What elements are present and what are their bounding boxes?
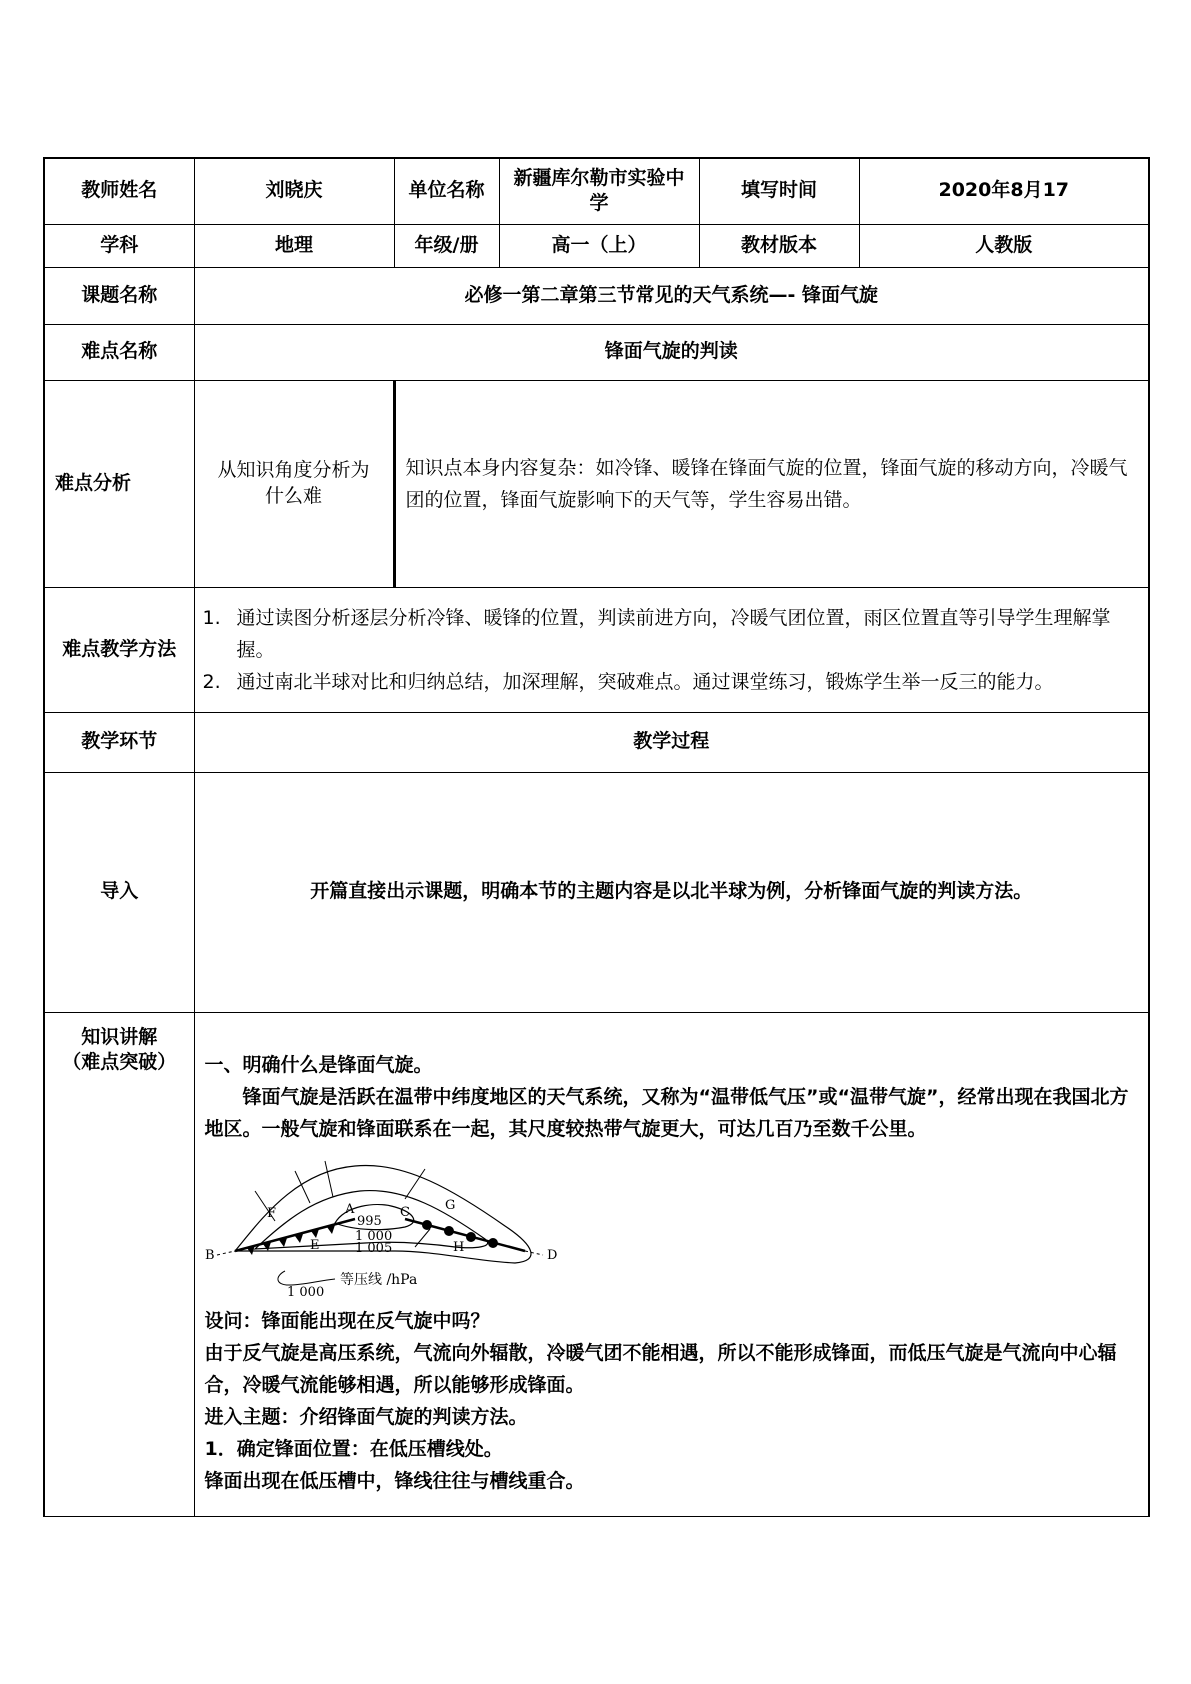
fill-date-label: 填写时间	[699, 158, 859, 224]
label-f: F	[266, 1205, 276, 1221]
label-a: A	[344, 1201, 354, 1217]
isobar-1000-label: 1 000	[354, 1228, 392, 1244]
label-d: D	[546, 1247, 557, 1263]
textbook-value: 人教版	[859, 224, 1149, 267]
teacher-name-value: 刘晓庆	[194, 158, 394, 224]
knowledge-content	[194, 1012, 1149, 1516]
method-item-number: 1.	[202, 606, 221, 629]
knowledge-answer: 由于反气旋是高压系统，气流向外辐散，冷暖气团不能相遇，所以不能形成锋面，而低压气旋是气流向中心辐合，冷暖气流能够相遇，所以能够形成锋面。	[204, 1341, 1117, 1396]
intro-text: 开篇直接出示课题，明确本节的主题内容是以北半球为例，分析锋面气旋的判读方法。	[194, 772, 1149, 1012]
legend-isobar-text: 等压线 /hPa	[339, 1271, 417, 1288]
knowledge-enter-topic: 进入主题：介绍锋面气旋的判读方法。	[204, 1405, 528, 1428]
legend-isobar-value: 1 000	[286, 1284, 324, 1300]
label-h: H	[452, 1239, 464, 1255]
method-item	[199, 602, 1141, 666]
label-e: E	[309, 1237, 319, 1253]
lesson-plan-table	[43, 157, 1150, 1517]
fill-date-value: 2020年8月17	[859, 158, 1149, 224]
method-item-number: 2.	[202, 670, 221, 693]
knowledge-question: 设问：锋面能出现在反气旋中吗？	[204, 1309, 490, 1332]
subject-value: 地理	[194, 224, 394, 267]
isobar-995-label: 995	[356, 1213, 382, 1229]
trough-line-right	[525, 1251, 543, 1255]
method-item-text: 通过读图分析逐层分析冷锋、暖锋的位置，判读前进方向，冷暖气团位置，雨区位置直等引导学生理解掌握。	[236, 606, 1111, 661]
trough-line-left	[217, 1251, 235, 1255]
unit-name-value: 新疆库尔勒市实验中学	[499, 158, 699, 224]
label-c: C	[399, 1204, 410, 1220]
difficulty-value: 锋面气旋的判读	[194, 324, 1149, 380]
grade-value: 高一（上）	[499, 224, 699, 267]
topic-value: 必修一第二章第三节常见的天气系统—- 锋面气旋	[194, 267, 1149, 324]
grade-label: 年级/册	[394, 224, 499, 267]
method-item-text: 通过南北半球对比和归纳总结，加深理解，突破难点。通过课堂练习，锻炼学生举一反三的能力。	[236, 670, 1054, 693]
knowledge-label-line2: （难点突破）	[62, 1051, 177, 1074]
method-label: 难点教学方法	[44, 587, 194, 712]
analysis-sub-label: 从知识角度分析为什么难	[194, 380, 394, 587]
analysis-text: 知识点本身内容复杂：如冷锋、暖锋在锋面气旋的位置，锋面气旋的移动方向，冷暖气团的位置，锋面气旋影响下的天气等，学生容易出错。	[394, 380, 1149, 587]
unit-name-label: 单位名称	[394, 158, 499, 224]
knowledge-step1-detail: 锋面出现在低压槽中，锋线往往与槽线重合。	[204, 1469, 585, 1492]
topic-label: 课题名称	[44, 267, 194, 324]
frontal-cyclone-diagram	[205, 1151, 565, 1301]
knowledge-paragraph: 锋面气旋是活跃在温带中纬度地区的天气系统，又称为“温带低气压”或“温带气旋”，经常出现在我国北方地区。一般气旋和锋面联系在一起，其尺度较热带气旋更大，可达几百乃至数千公里。	[204, 1085, 1129, 1140]
difficulty-label: 难点名称	[44, 324, 194, 380]
frontal-cyclone-figure	[205, 1151, 565, 1301]
method-list	[194, 587, 1149, 712]
knowledge-heading: 一、明确什么是锋面气旋。	[204, 1053, 433, 1076]
textbook-label: 教材版本	[699, 224, 859, 267]
isobar-1005-label: 1 005	[354, 1240, 392, 1256]
intro-label: 导入	[44, 772, 194, 1012]
knowledge-label-line1: 知识讲解	[81, 1025, 158, 1048]
analysis-label: 难点分析	[44, 380, 194, 587]
knowledge-step1: 1．确定锋面位置：在低压槽线处。	[204, 1437, 503, 1460]
teacher-name-label: 教师姓名	[44, 158, 194, 224]
wind-arrows	[255, 1161, 430, 1247]
legend-isobar-icon	[277, 1271, 334, 1285]
process-header-value: 教学过程	[194, 712, 1149, 772]
subject-label: 学科	[44, 224, 194, 267]
label-b: B	[204, 1247, 215, 1263]
method-item	[199, 666, 1141, 698]
knowledge-label	[44, 1012, 194, 1516]
process-header-label: 教学环节	[44, 712, 194, 772]
label-g: G	[444, 1197, 455, 1213]
